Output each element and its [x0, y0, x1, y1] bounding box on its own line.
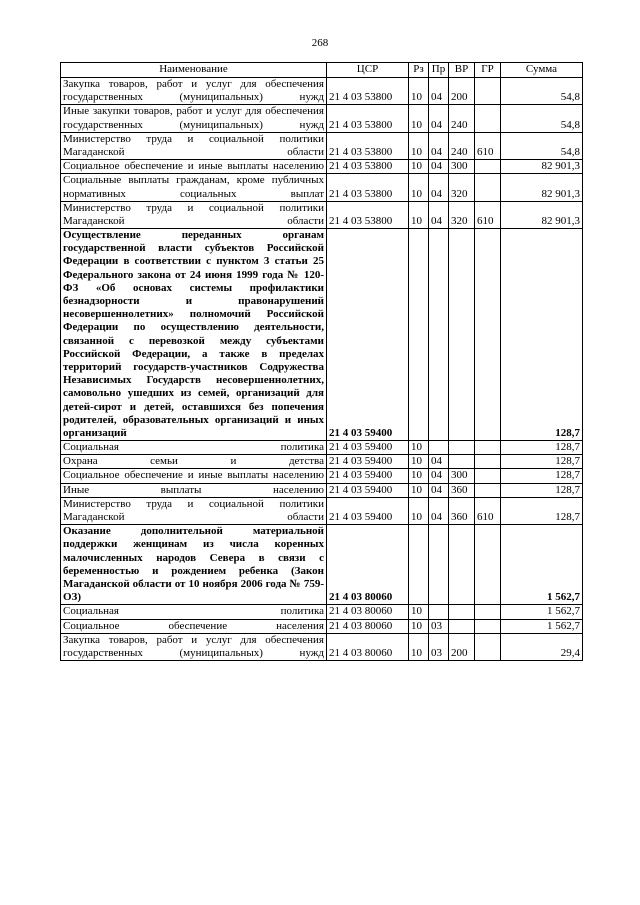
- cell-name: Осуществление переданных органам государственной власти субъектов Российской Федерации в соответствии с пунктом 3 статьи 25 Федерального закона от 24 июня 1999 года № 120-ФЗ «Об основах системы профилактики безнадзорности и правонарушений несовершеннолетних» полномочий Российской Федерации по осуществлению деятельности, связанной с перевозкой между субъектами Российской Федерации, а также в пределах территорий государств-участников Содружества Независимых Государств несовершеннолетних, самовольно ушедших из семей, организаций для детей-сирот и детей, оставшихся без попечения родителей, образовательных организаций и иных организаций: [61, 229, 327, 441]
- cell-rz: 10: [409, 469, 429, 483]
- cell-pr: 04: [429, 78, 449, 105]
- budget-table: [60, 62, 583, 661]
- cell-rz: 10: [409, 78, 429, 105]
- cell-vr: 360: [449, 483, 475, 497]
- cell-rz: 10: [409, 105, 429, 132]
- cell-csr: 21 4 03 53800: [327, 174, 409, 201]
- cell-gr: 610: [475, 132, 501, 159]
- table-row: [61, 483, 583, 497]
- cell-vr: 240: [449, 105, 475, 132]
- cell-gr: [475, 160, 501, 174]
- cell-pr: [429, 441, 449, 455]
- table-row: [61, 160, 583, 174]
- cell-rz: 10: [409, 201, 429, 228]
- cell-sum: 1 562,7: [501, 605, 583, 619]
- cell-gr: [475, 105, 501, 132]
- table-row: [61, 497, 583, 524]
- cell-pr: [429, 605, 449, 619]
- cell-gr: [475, 525, 501, 605]
- table-row: [61, 469, 583, 483]
- cell-pr: 04: [429, 455, 449, 469]
- cell-gr: 610: [475, 497, 501, 524]
- cell-rz: [409, 525, 429, 605]
- cell-gr: 610: [475, 201, 501, 228]
- cell-gr: [475, 619, 501, 633]
- cell-csr: 21 4 03 53800: [327, 105, 409, 132]
- cell-csr: 21 4 03 59400: [327, 497, 409, 524]
- table-row: [61, 441, 583, 455]
- table-row: [61, 605, 583, 619]
- cell-rz: 10: [409, 605, 429, 619]
- cell-vr: [449, 605, 475, 619]
- cell-pr: [429, 229, 449, 441]
- cell-vr: 300: [449, 469, 475, 483]
- cell-vr: 360: [449, 497, 475, 524]
- cell-sum: 1 562,7: [501, 619, 583, 633]
- cell-name: Социальная политика: [61, 605, 327, 619]
- cell-vr: 320: [449, 174, 475, 201]
- cell-name: Социальное обеспечение населения: [61, 619, 327, 633]
- cell-sum: 54,8: [501, 78, 583, 105]
- cell-name: Охрана семьи и детства: [61, 455, 327, 469]
- cell-sum: 82 901,3: [501, 160, 583, 174]
- cell-csr: 21 4 03 53800: [327, 201, 409, 228]
- cell-csr: 21 4 03 59400: [327, 229, 409, 441]
- cell-vr: [449, 229, 475, 441]
- cell-rz: 10: [409, 483, 429, 497]
- cell-gr: [475, 174, 501, 201]
- cell-gr: [475, 483, 501, 497]
- cell-pr: 04: [429, 201, 449, 228]
- header-csr: ЦСР: [327, 63, 409, 78]
- cell-name: Социальное обеспечение и иные выплаты населению: [61, 160, 327, 174]
- cell-vr: [449, 619, 475, 633]
- cell-name: Иные выплаты населению: [61, 483, 327, 497]
- cell-pr: 04: [429, 469, 449, 483]
- cell-rz: 10: [409, 455, 429, 469]
- cell-pr: [429, 525, 449, 605]
- header-pr: Пр: [429, 63, 449, 78]
- cell-gr: [475, 469, 501, 483]
- cell-vr: 200: [449, 78, 475, 105]
- table-row: [61, 78, 583, 105]
- cell-rz: 10: [409, 633, 429, 660]
- cell-sum: 128,7: [501, 469, 583, 483]
- table-row: [61, 633, 583, 660]
- cell-sum: 82 901,3: [501, 201, 583, 228]
- cell-vr: 320: [449, 201, 475, 228]
- cell-gr: [475, 605, 501, 619]
- cell-sum: 82 901,3: [501, 174, 583, 201]
- cell-name: Социальная политика: [61, 441, 327, 455]
- header-rz: Рз: [409, 63, 429, 78]
- header-name: Наименование: [61, 63, 327, 78]
- cell-vr: 300: [449, 160, 475, 174]
- cell-gr: [475, 455, 501, 469]
- table-header-row: [61, 63, 583, 78]
- cell-name: Министерство труда и социальной политики Магаданской области: [61, 497, 327, 524]
- cell-rz: [409, 229, 429, 441]
- cell-vr: [449, 525, 475, 605]
- cell-gr: [475, 441, 501, 455]
- cell-csr: 21 4 03 59400: [327, 455, 409, 469]
- table-row: [61, 201, 583, 228]
- cell-rz: 10: [409, 441, 429, 455]
- cell-pr: 04: [429, 132, 449, 159]
- cell-pr: 04: [429, 105, 449, 132]
- cell-csr: 21 4 03 59400: [327, 469, 409, 483]
- cell-sum: 128,7: [501, 483, 583, 497]
- cell-name: Социальное обеспечение и иные выплаты населению: [61, 469, 327, 483]
- cell-sum: 54,8: [501, 132, 583, 159]
- table-row: [61, 105, 583, 132]
- cell-name: Социальные выплаты гражданам, кроме публичных нормативных социальных выплат: [61, 174, 327, 201]
- cell-csr: 21 4 03 59400: [327, 483, 409, 497]
- table-row: [61, 132, 583, 159]
- cell-vr: [449, 455, 475, 469]
- cell-sum: 128,7: [501, 497, 583, 524]
- cell-csr: 21 4 03 80060: [327, 605, 409, 619]
- cell-csr: 21 4 03 53800: [327, 78, 409, 105]
- cell-csr: 21 4 03 80060: [327, 525, 409, 605]
- table-row: [61, 455, 583, 469]
- cell-gr: [475, 229, 501, 441]
- cell-name: Министерство труда и социальной политики Магаданской области: [61, 132, 327, 159]
- cell-gr: [475, 78, 501, 105]
- cell-sum: 54,8: [501, 105, 583, 132]
- cell-rz: 10: [409, 132, 429, 159]
- table-body: [61, 78, 583, 661]
- cell-csr: 21 4 03 53800: [327, 132, 409, 159]
- cell-rz: 10: [409, 160, 429, 174]
- cell-name: Иные закупки товаров, работ и услуг для обеспечения государственных (муниципальных) нужд: [61, 105, 327, 132]
- table-row: [61, 619, 583, 633]
- cell-vr: 200: [449, 633, 475, 660]
- header-sum: Сумма: [501, 63, 583, 78]
- cell-pr: 04: [429, 174, 449, 201]
- header-vr: ВР: [449, 63, 475, 78]
- header-gr: ГР: [475, 63, 501, 78]
- cell-sum: 1 562,7: [501, 525, 583, 605]
- cell-vr: 240: [449, 132, 475, 159]
- cell-sum: 128,7: [501, 441, 583, 455]
- cell-sum: 128,7: [501, 455, 583, 469]
- cell-sum: 29,4: [501, 633, 583, 660]
- cell-pr: 04: [429, 160, 449, 174]
- cell-rz: 10: [409, 174, 429, 201]
- cell-name: Министерство труда и социальной политики Магаданской области: [61, 201, 327, 228]
- cell-pr: 04: [429, 483, 449, 497]
- table-row: [61, 525, 583, 605]
- cell-csr: 21 4 03 80060: [327, 619, 409, 633]
- table-row: [61, 174, 583, 201]
- cell-rz: 10: [409, 619, 429, 633]
- cell-name: Оказание дополнительной материальной поддержки женщинам из числа коренных малочисленных народов Севера в связи с беременностью и рождением ребенка (Закон Магаданской области от 10 ноября 2006 года № 759-ОЗ): [61, 525, 327, 605]
- cell-pr: 04: [429, 497, 449, 524]
- cell-csr: 21 4 03 53800: [327, 160, 409, 174]
- cell-sum: 128,7: [501, 229, 583, 441]
- table-row: [61, 229, 583, 441]
- cell-pr: 03: [429, 619, 449, 633]
- cell-csr: 21 4 03 59400: [327, 441, 409, 455]
- cell-gr: [475, 633, 501, 660]
- cell-name: Закупка товаров, работ и услуг для обеспечения государственных (муниципальных) нужд: [61, 78, 327, 105]
- cell-pr: 03: [429, 633, 449, 660]
- cell-vr: [449, 441, 475, 455]
- cell-csr: 21 4 03 80060: [327, 633, 409, 660]
- page-number: 268: [311, 37, 329, 49]
- cell-name: Закупка товаров, работ и услуг для обеспечения государственных (муниципальных) нужд: [61, 633, 327, 660]
- cell-rz: 10: [409, 497, 429, 524]
